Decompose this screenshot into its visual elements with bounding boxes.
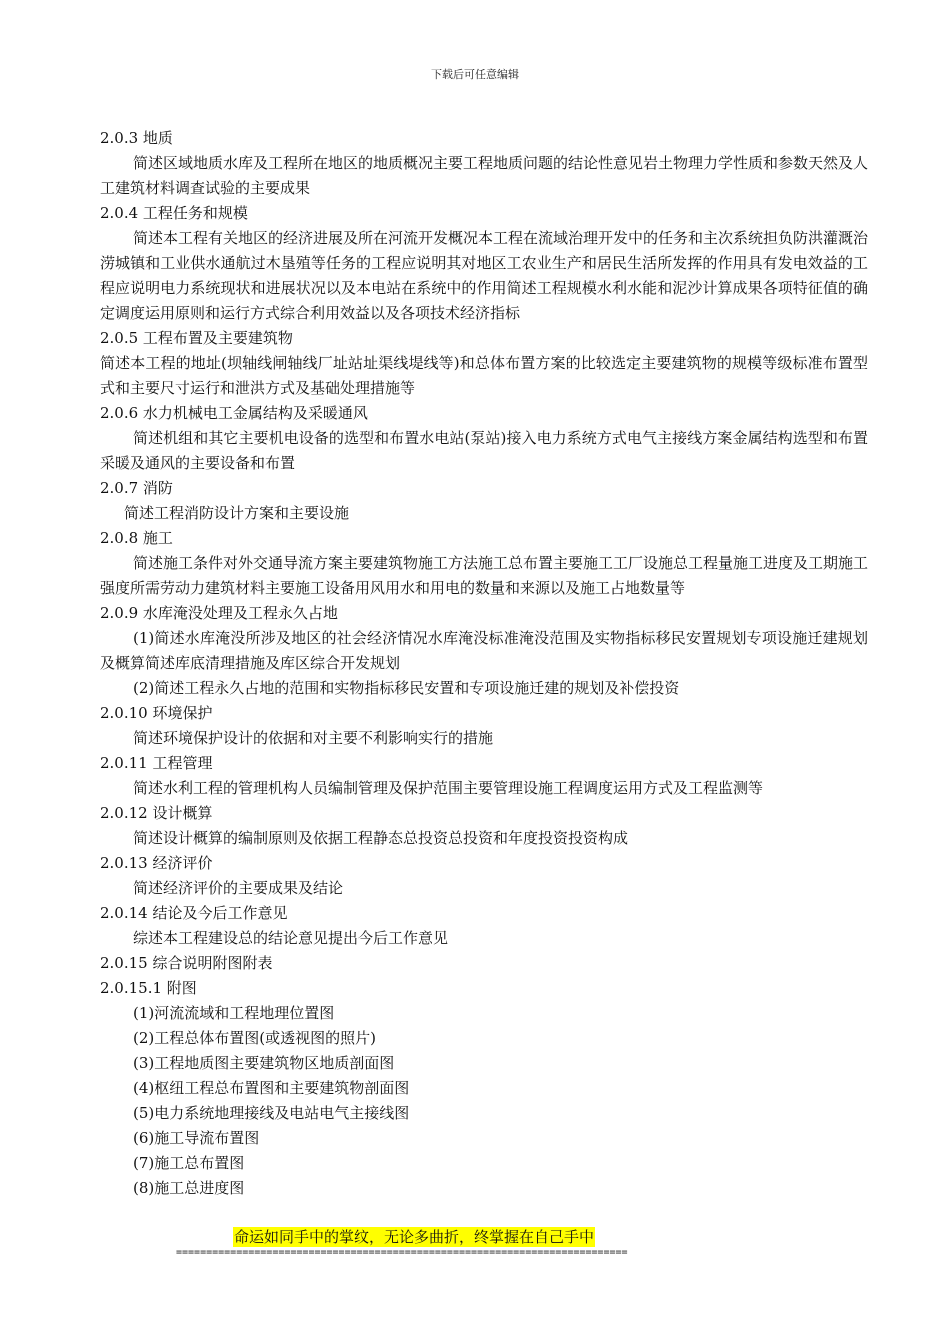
section-heading: 2.0.9 水库淹没处理及工程永久占地: [100, 604, 338, 622]
figure-list-item: (1)河流流域和工程地理位置图: [133, 1004, 335, 1022]
section-heading: 2.0.12 设计概算: [100, 804, 213, 822]
footer-divider: ===========================================================================: [176, 1247, 628, 1258]
section-paragraph: 简述水利工程的管理机构人员编制管理及保护范围主要管理设施工程调度运用方式及工程监测等: [133, 779, 764, 797]
section-heading: 2.0.8 施工: [100, 529, 173, 547]
section-paragraph: 简述工程消防设计方案和主要设施: [124, 504, 350, 522]
section-heading: 2.0.13 经济评价: [100, 854, 213, 872]
section-heading: 2.0.11 工程管理: [100, 754, 213, 772]
section-heading: 2.0.4 工程任务和规模: [100, 204, 248, 222]
section-list-item: (1)简述水库淹没所涉及地区的社会经济情况水库淹没标准淹没范围及实物指标移民安置规划专项设施迁建规划及概算简述库底清理措施及库区综合开发规划: [100, 629, 868, 672]
section-paragraph: 简述环境保护设计的依据和对主要不利影响实行的措施: [133, 729, 494, 747]
section-heading: 2.0.14 结论及今后工作意见: [100, 904, 288, 922]
figure-list-item: (7)施工总布置图: [133, 1154, 245, 1172]
section-list-item: (2)简述工程永久占地的范围和实物指标移民安置和专项设施迁建的规划及补偿投资: [133, 679, 680, 697]
figure-list-item: (2)工程总体布置图(或透视图的照片): [133, 1029, 376, 1047]
section-heading: 2.0.5 工程布置及主要建筑物: [100, 329, 293, 347]
section-paragraph: 简述本工程的地址(坝轴线闸轴线厂址站址渠线堤线等)和总体布置方案的比较选定主要建筑物的规模等级标准布置型式和主要尺寸运行和泄洪方式及基础处理措施等: [100, 354, 868, 397]
section-paragraph: 简述经济评价的主要成果及结论: [133, 879, 344, 897]
section-heading: 2.0.3 地质: [100, 129, 173, 147]
section-heading: 2.0.6 水力机械电工金属结构及采暖通风: [100, 404, 368, 422]
figure-list-item: (6)施工导流布置图: [133, 1129, 260, 1147]
section-heading: 2.0.10 环境保护: [100, 704, 213, 722]
section-paragraph: 简述机组和其它主要机电设备的选型和布置水电站(泵站)接入电力系统方式电气主接线方案金属结构选型和布置采暖及通风的主要设备和布置: [100, 429, 868, 472]
document-body: [100, 126, 868, 1201]
section-heading: 2.0.15 综合说明附图附表: [100, 954, 273, 972]
section-paragraph: 简述本工程有关地区的经济进展及所在河流开发概况本工程在流域治理开发中的任务和主次系统担负防洪灌溉治涝城镇和工业供水通航过木垦殖等任务的工程应说明其对地区工农业生产和居民生活所发挥的作用具有发电效益的工程应说明电力系统现状和进展状况以及本电站在系统中的作用简述工程规模水利水能和泥沙计算成果各项特征值的确定调度运用原则和运行方式综合利用效益以及各项技术经济指标: [100, 229, 869, 322]
subsection-heading: 2.0.15.1 附图: [100, 979, 197, 997]
section-paragraph: 简述设计概算的编制原则及依据工程静态总投资总投资和年度投资投资构成: [133, 829, 629, 847]
figure-list-item: (4)枢纽工程总布置图和主要建筑物剖面图: [133, 1079, 410, 1097]
figure-list-item: (3)工程地质图主要建筑物区地质剖面图: [133, 1054, 395, 1072]
section-paragraph: 综述本工程建设总的结论意见提出今后工作意见: [133, 929, 449, 947]
figure-list-item: (8)施工总进度图: [133, 1179, 245, 1197]
page-header: 下载后可任意编辑: [431, 68, 519, 81]
section-heading: 2.0.7 消防: [100, 479, 173, 497]
figure-list-item: (5)电力系统地理接线及电站电气主接线图: [133, 1104, 410, 1122]
section-paragraph: 简述区域地质水库及工程所在地区的地质概况主要工程地质问题的结论性意见岩土物理力学性质和参数天然及人工建筑材料调查试验的主要成果: [100, 154, 869, 197]
section-paragraph: 简述施工条件对外交通导流方案主要建筑物施工方法施工总布置主要施工工厂设施总工程量施工进度及工期施工强度所需劳动力建筑材料主要施工设备用风用水和用电的数量和来源以及施工占地数量等: [100, 554, 869, 597]
footer-motto: 命运如同手中的掌纹，无论多曲折，终掌握在自己手中: [234, 1228, 595, 1246]
